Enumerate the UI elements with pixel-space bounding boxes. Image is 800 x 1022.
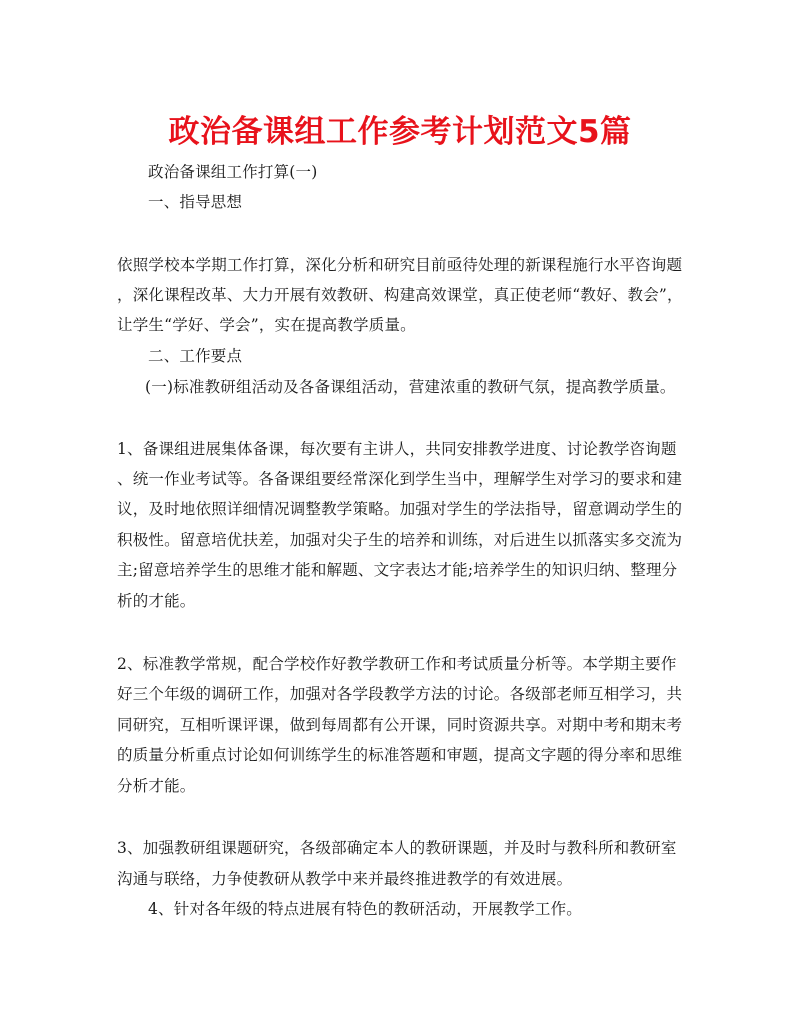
heading-work-points: 二、工作要点 [148, 347, 243, 365]
paragraph-line: 主;留意培养学生的思维才能和解题、文字表达才能;培养学生的知识归纳、整理分 [117, 561, 678, 579]
paragraph-line: 4、针对各年级的特点进展有特色的教研活动，开展教学工作。 [148, 900, 582, 918]
paragraph-line: 好三个年级的调研工作，加强对各学段教学方法的讨论。各级部老师互相学习，共 [117, 685, 683, 703]
paragraph-line: 、统一作业考试等。各备课组要经常深化到学生当中，理解学生对学习的要求和建 [117, 470, 683, 488]
paragraph-line: 3、加强教研组课题研究，各级部确定本人的教研课题，并及时与教科所和教研室 [117, 839, 677, 857]
paragraph-line: ，深化课程改革、大力开展有效教研、构建高效课堂，真正使老师“教好、教会”， [117, 286, 683, 304]
paragraph-line: 沟通与联络，力争使教研从教学中来并最终推进教学的有效进展。 [117, 870, 573, 888]
section-heading-plan-one: 政治备课组工作打算(一) [148, 163, 318, 181]
paragraph-line: 1、备课组进展集体备课，每次要有主讲人，共同安排教学进度、讨论教学咨询题 [117, 440, 677, 458]
paragraph-line: 析的才能。 [117, 592, 196, 610]
paragraph-line: 的质量分析重点讨论如何训练学生的标准答题和审题，提高文字题的得分率和思维 [117, 746, 683, 764]
paragraph-line: 依照学校本学期工作打算，深化分析和研究目前亟待处理的新课程施行水平咨询题 [117, 256, 683, 274]
paragraph-line: 分析才能。 [117, 777, 196, 795]
paragraph-line: 同研究，互相听课评课，做到每周都有公开课，同时资源共享。对期中考和期末考 [117, 716, 683, 734]
document-title: 政治备课组工作参考计划范文5篇 [168, 114, 632, 150]
heading-guiding-thought: 一、指导思想 [148, 193, 243, 211]
subheading-point-one: (一)标准教研组活动及各备课组活动，营建浓重的教研气氛，提高教学质量。 [145, 378, 676, 396]
paragraph-line: 让学生“学好、学会”，实在提高教学质量。 [117, 316, 416, 334]
paragraph-line: 2、标准教学常规，配合学校作好教学教研工作和考试质量分析等。本学期主要作 [117, 655, 677, 673]
paragraph-line: 议，及时地依照详细情况调整教学策略。加强对学生的学法指导，留意调动学生的 [117, 500, 683, 518]
paragraph-line: 积极性。留意培优扶差，加强对尖子生的培养和训练，对后进生以抓落实多交流为 [117, 531, 683, 549]
